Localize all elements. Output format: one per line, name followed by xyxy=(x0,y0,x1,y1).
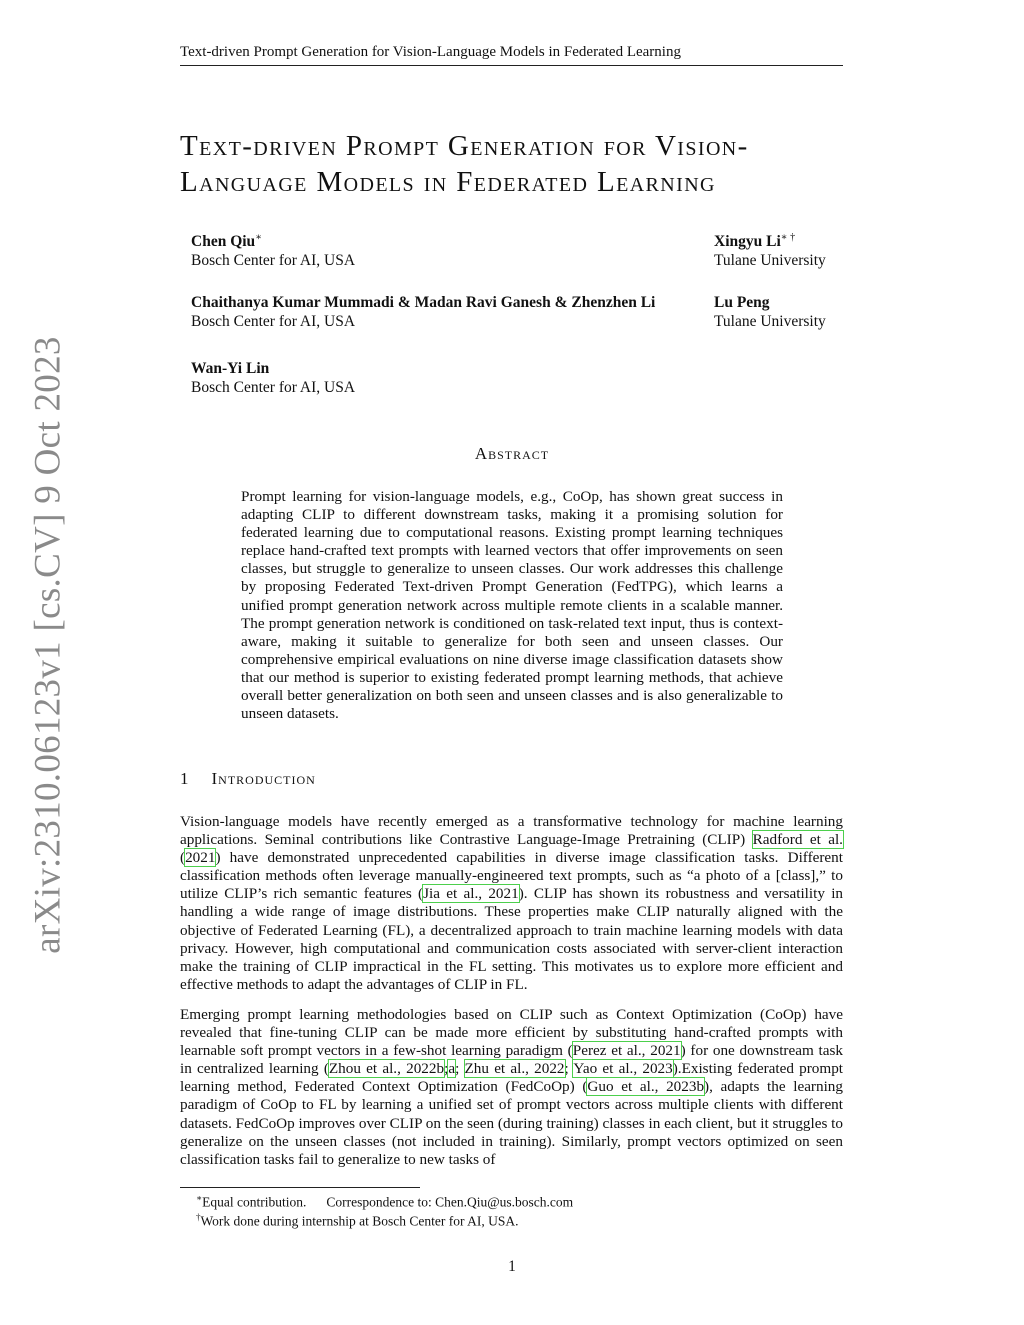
paragraph-text: ), adapts the learning paradigm of CoOp to FL by learning a unified set of prompt vectors across multiple clients with different datasets. FedCoOp improves over CLIP on the seen (during training) classes in each client, but it struggles to generalize on the unseen classes (not included in training). Similarly, prompt vectors optimized on seen classification tasks fail to generalize to new tasks of xyxy=(180,1078,843,1168)
paragraph-text: Emerging prompt learning methodologies based on CLIP such as Context Optimization (CoOp) have revealed that fine-tuning CLIP can be made more efficient by substituting hand-crafted prompts with learnable soft prompt vectors in a few-shot learning paradigm ( xyxy=(180,1006,843,1060)
introduction-paragraph-2 xyxy=(180,1006,843,1169)
author-affiliation: Tulane University xyxy=(714,313,826,330)
citation-link[interactable]: Radford et al. xyxy=(752,831,843,849)
paragraph-text: ).Existing federated prompt learning method, Federated Context Optimization (FedCoOp) ( xyxy=(180,1060,844,1096)
footnote-correspondence: Correspondence to: Chen.Qiu@us.bosch.com xyxy=(326,1194,574,1210)
author-affiliation: Bosch Center for AI, USA xyxy=(191,379,356,396)
author-block-qiu xyxy=(191,228,355,270)
paragraph-text: ). CLIP has shown its robustness and versatility in handling a wide range of image distributions. These properties make CLIP naturally aligned with the objective of Federated Learning (FL), a decentralized approach to train machine learning models with data privacy. However, high computational and communication costs associated with server-client interaction make the training of CLIP impractical in the FL setting. This motivates us to explore more efficient and effective methods to adapt the advantages of CLIP in FL. xyxy=(180,885,844,993)
section-title: Introduction xyxy=(211,769,316,788)
citation-link[interactable]: Yao et al., 2023 xyxy=(573,1060,673,1078)
author-affiliation: Bosch Center for AI, USA xyxy=(191,313,356,330)
abstract-heading: Abstract xyxy=(474,444,550,463)
citation-link[interactable]: Zhu et al., 2022 xyxy=(464,1060,565,1078)
citation-link[interactable]: Zhou et al., 2022b xyxy=(328,1060,445,1078)
introduction-paragraph-1 xyxy=(180,813,843,994)
author-name: Chen Qiu∗ xyxy=(191,232,262,251)
footnote-divider xyxy=(180,1187,420,1188)
author-name: Lu Peng xyxy=(714,294,770,311)
page-number: 1 xyxy=(508,1258,516,1275)
paragraph-text: ) have demonstrated unprecedented capabilities in diverse image classification tasks. Different classification methods often leverage manually-engineered text prompts, such as “a photo of a [class],” to utilize CLIP’s rich semantic features ( xyxy=(180,849,843,903)
footnote-text: Work done during internship at Bosch Center for AI, USA. xyxy=(200,1213,519,1229)
paragraph-text: Vision-language models have recently emerged as a transformative technology for machine learning applications. Seminal contributions like Contrastive Language-Image Pretraining (CLIP) xyxy=(180,813,843,849)
citation-link[interactable]: a xyxy=(448,1060,456,1078)
author-name: Xingyu Li∗ † xyxy=(714,232,796,251)
footnote-mark: ∗ xyxy=(196,1193,203,1203)
footnote-text: Equal contribution. xyxy=(202,1194,307,1210)
section-number: 1 xyxy=(180,769,190,788)
paper-title xyxy=(180,128,845,200)
abstract-text: Prompt learning for vision-language models, e.g., CoOp, has shown great success in adapting CLIP to different downstream tasks, making it a promising solution for federated learning due to computational reasons. Existing prompt learning techniques replace hand-crafted text prompts with learned vectors that offer improvements on seen classes, but struggle to generalize to unseen classes. Our work addresses this challenge by proposing Federated Text-driven Prompt Generation (FedTPG), which learns a unified prompt generation network across multiple remote clients in a scalable manner. The prompt generation network is conditioned on task-related text input, thus is context-aware, making it suitable to generalize for both seen and unseen classes. Our comprehensive empirical evaluations on nine diverse image classification datasets show that our method is superior to existing federated prompt learning methods, that achieve overall better generalization on both seen and unseen classes and is also generalizable to unseen datasets. xyxy=(241,488,783,723)
paragraph-text: ; xyxy=(564,1060,574,1078)
author-block-mummadi-ganesh-li xyxy=(191,293,655,331)
title-line-2: Language Models in Federated Learning xyxy=(180,166,716,198)
running-head: Text-driven Prompt Generation for Vision-Language Models in Federated Learning xyxy=(180,44,843,66)
footnote-mark: † xyxy=(196,1212,201,1222)
author-name: Wan-Yi Lin xyxy=(191,360,270,377)
paragraph-text: ; xyxy=(455,1060,465,1078)
author-affiliation: Tulane University xyxy=(714,252,826,270)
paragraph-text: ) for one downstream task in centralized learning ( xyxy=(180,1042,843,1078)
citation-link[interactable]: Perez et al., 2021 xyxy=(572,1042,681,1060)
author-affiliation: Bosch Center for AI, USA xyxy=(191,252,356,270)
arxiv-identifier[interactable]: arXiv:2310.06123v1 [cs.CV] 9 Oct 2023 xyxy=(27,336,69,954)
author-block-li xyxy=(714,228,826,270)
author-name: Chaithanya Kumar Mummadi & Madan Ravi Ganesh & Zhenzhen Li xyxy=(191,294,656,311)
citation-link[interactable]: Jia et al., 2021 xyxy=(423,885,519,903)
author-block-peng xyxy=(714,293,826,331)
footnote-equal-contribution xyxy=(196,1190,573,1211)
paragraph-text: ; xyxy=(444,1060,449,1078)
citation-link[interactable]: 2021 xyxy=(185,849,216,867)
introduction-heading xyxy=(180,769,316,789)
citation-link[interactable]: Guo et al., 2023b xyxy=(587,1078,705,1096)
author-block-lin xyxy=(191,359,355,397)
paragraph-text: ( xyxy=(180,849,186,867)
title-line-1: Text-driven Prompt Generation for Vision- xyxy=(180,130,749,162)
footnote-internship xyxy=(196,1209,519,1230)
